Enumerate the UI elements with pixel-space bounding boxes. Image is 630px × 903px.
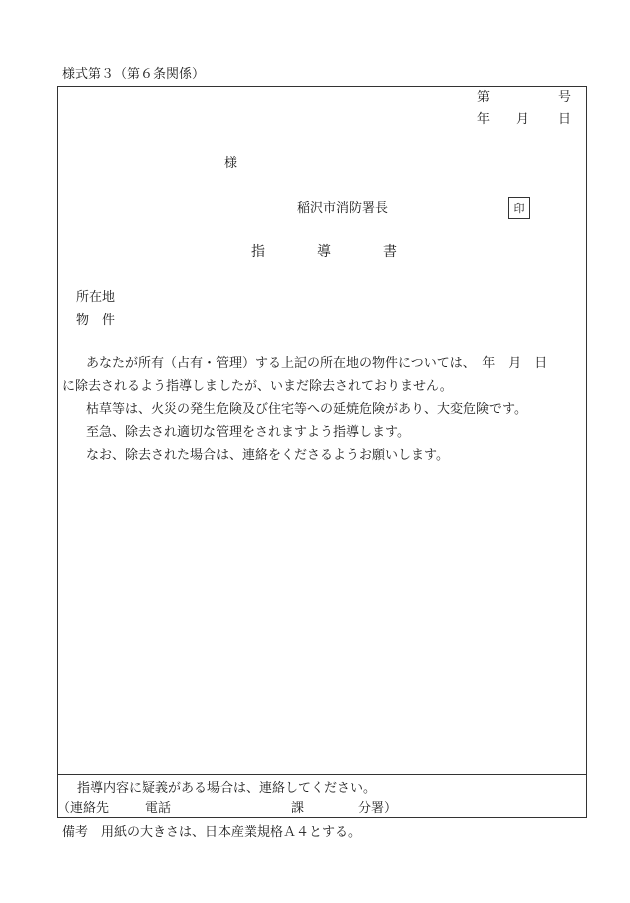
object-label: 物 件 <box>76 313 116 328</box>
body-line-5: なお、除去された場合は、連絡をくださるようお願いします。 <box>86 448 449 463</box>
seal-stamp: 印 <box>508 197 530 219</box>
body-line-4: 至急、除去され適切な管理をされますよう指導します。 <box>86 425 410 440</box>
remarks: 備考 用紙の大きさは、日本産業規格Ａ４とする。 <box>62 825 362 840</box>
number-prefix: 第 <box>477 90 491 105</box>
date-day: 日 <box>558 112 572 127</box>
contact-open: （連絡先 <box>57 801 110 816</box>
date-year: 年 <box>477 112 491 127</box>
location-label: 所在地 <box>76 290 116 305</box>
footer-divider <box>57 774 587 775</box>
addressee-honorific: 様 <box>224 156 238 171</box>
body-line-1: あなたが所有（占有・管理）する上記の所在地の物件については、 年 月 日 <box>86 356 548 371</box>
title-char-3: 書 <box>383 244 397 260</box>
title-char-1: 指 <box>251 244 265 260</box>
date-month: 月 <box>516 112 530 127</box>
body-line-3: 枯草等は、火災の発生危険及び住宅等への延焼危険があり、大変危険です。 <box>86 402 527 417</box>
title-char-2: 導 <box>317 244 331 260</box>
number-suffix: 号 <box>558 90 572 105</box>
form-label: 様式第３（第６条関係） <box>62 67 206 82</box>
inquiry-note: 指導内容に疑義がある場合は、連絡してください。 <box>77 781 377 796</box>
office-label: 分署） <box>358 801 398 816</box>
body-line-2: に除去されるよう指導しましたが、いまだ除去されておりません。 <box>62 379 453 394</box>
issuer-name: 稲沢市消防署長 <box>297 201 389 216</box>
section-label: 課 <box>291 801 305 816</box>
phone-label: 電話 <box>145 801 172 816</box>
